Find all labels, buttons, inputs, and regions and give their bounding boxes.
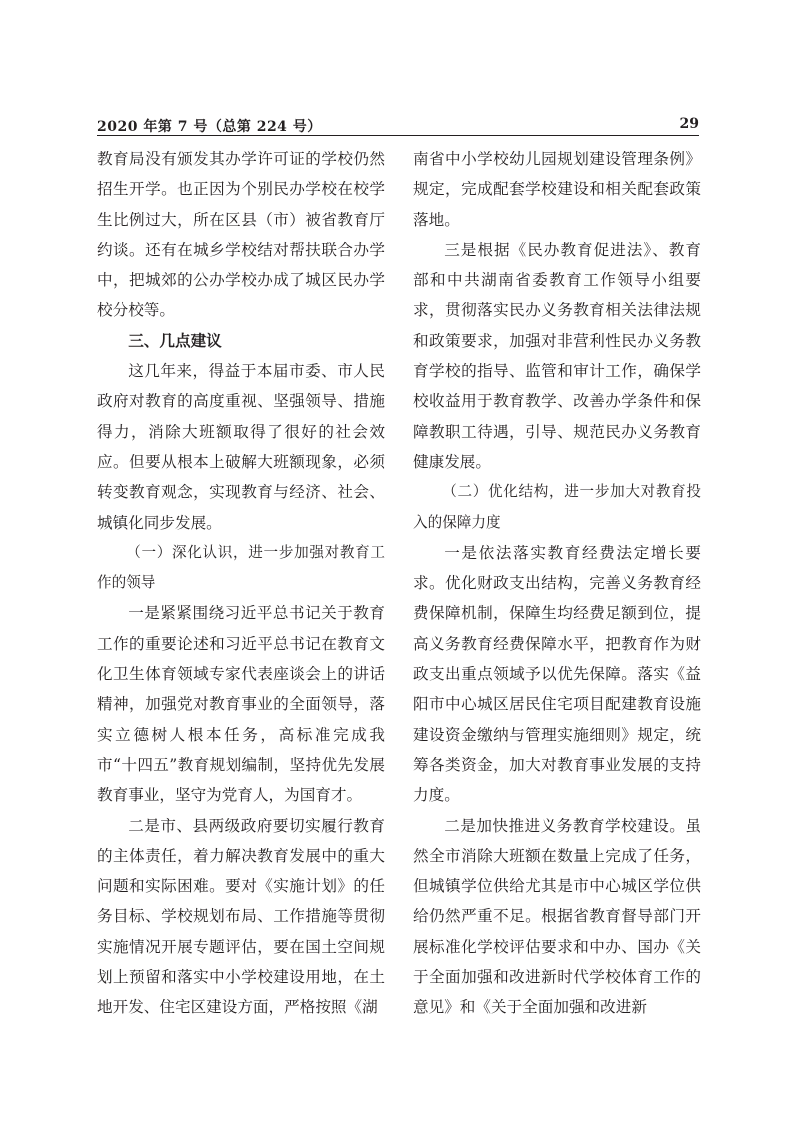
paragraph: 一是紧紧围绕习近平总书记关于教育工作的重要论述和习近平总书记在教育文化卫生体育领域专家代表座谈会上的讲话精神，加强党对教育事业的全面领导，落实立德树人根本任务，高标准完成我市“十四五”教育规划编制，坚持优先发展教育事业，坚守为党育人，为国育才。 [97, 604, 385, 805]
running-header [97, 116, 699, 136]
left-column [97, 144, 385, 1023]
paragraph: 一是依法落实教育经费法定增长要求。优化财政支出结构，完善义务教育经费保障机制，保障生均经费足额到位，提高义务教育经费保障水平，把教育作为财政支出重点领域予以优先保障。落实《益阳市中心城区居民住宅项目配建教育设施建设资金缴纳与管理实施细则》规定，统筹各类资金，加大对教育事业发展的支持力度。 [413, 543, 701, 805]
paragraph: 这几年来，得益于本届市委、市人民政府对教育的高度重视、坚强领导、措施得力，消除大班额取得了很好的社会效应。但要从根本上破解大班额现象，必须转变教育观念，实现教育与经济、社会、城镇化同步发展。 [97, 362, 385, 532]
paragraph-continued: 教育局没有颁发其办学许可证的学校仍然招生开学。也正因为个别民办学校在校学生比例过大，所在区县（市）被省教育厅约谈。还有在城乡学校结对帮扶联合办学中，把城郊的公办学校办成了城区民办学校分校等。 [97, 150, 385, 320]
subsection-heading: （二）优化结构，进一步加大对教育投入的保障力度 [413, 483, 701, 531]
paragraph: 二是市、县两级政府要切实履行教育的主体责任，着力解决教育发展中的重大问题和实际困难。要对《实施计划》的任务目标、学校规划布局、工作措施等贯彻实施情况开展专题评估，要在国土空间规划上预留和落实中小学校建设用地，在土地开发、住宅区建设方面，严格按照《湖 [97, 816, 385, 1017]
subsection-heading: （一）深化认识，进一步加强对教育工作的领导 [97, 543, 385, 592]
paragraph: 二是加快推进义务教育学校建设。虽然全市消除大班额在数量上完成了任务，但城镇学位供给尤其是市中心城区学位供给仍然严重不足。根据省教育督导部门开展标准化学校评估要求和中办、国办《关于全面加强和改进新时代学校体育工作的意见》和《关于全面加强和改进新 [413, 816, 701, 1017]
header-rule [97, 135, 699, 136]
page-number: 29 [679, 116, 699, 132]
paragraph: 三是根据《民办教育促进法》、教育部和中共湖南省委教育工作领导小组要求，贯彻落实民办义务教育相关法律法规和政策要求，加强对非营利性民办义务教育学校的指导、监管和审计工作，确保学校收益用于教育教学、改善办学条件和保障教职工待遇，引导、规范民办义务教育健康发展。 [413, 240, 701, 471]
right-column [413, 144, 701, 1023]
section-heading: 三、几点建议 [128, 330, 222, 350]
issue-label: 2020 年第 7 号（总第 224 号） [97, 119, 322, 135]
paragraph-continued: 南省中小学校幼儿园规划建设管理条例》规定，完成配套学校建设和相关配套政策落地。 [413, 150, 701, 229]
